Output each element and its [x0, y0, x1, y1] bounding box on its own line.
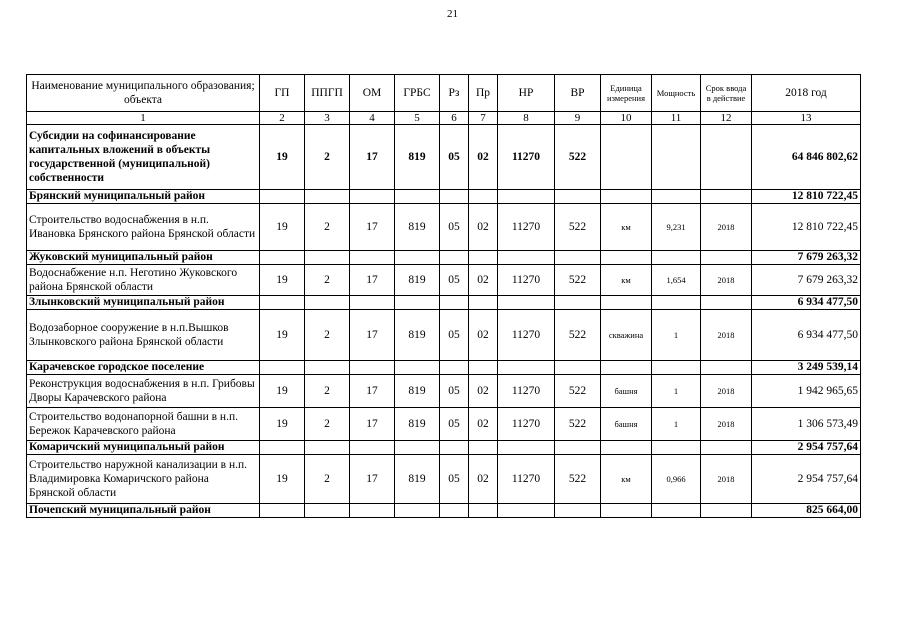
cell-nr: 11270 — [498, 375, 555, 408]
cell-unit: башня — [601, 375, 652, 408]
cell-om: 17 — [350, 310, 395, 361]
cell-ppgp: 2 — [305, 375, 350, 408]
cell-pr: 02 — [469, 408, 498, 441]
column-number: 5 — [395, 112, 440, 125]
cell-vr: 522 — [555, 375, 601, 408]
object-name: Водоснабжение н.п. Неготино Жуковского района Брянской области — [27, 265, 260, 296]
district-amount: 12 810 722,45 — [752, 190, 861, 204]
column-header: Единица измерения — [601, 75, 652, 112]
column-header: Пр — [469, 75, 498, 112]
cell-om: 17 — [350, 408, 395, 441]
district-name: Почепский муниципальный район — [27, 504, 260, 518]
cell-om: 17 — [350, 375, 395, 408]
district-row — [27, 251, 861, 265]
column-header: ГРБС — [395, 75, 440, 112]
column-number: 3 — [305, 112, 350, 125]
cell-pr: 02 — [469, 125, 498, 190]
cell-pr: 02 — [469, 455, 498, 504]
cell-amount: 1 942 965,65 — [752, 375, 861, 408]
cell-amount: 6 934 477,50 — [752, 310, 861, 361]
cell-om: 17 — [350, 265, 395, 296]
district-name: Комаричский муниципальный район — [27, 441, 260, 455]
cell-capacity: 9,231 — [652, 204, 701, 251]
cell-om: 17 — [350, 204, 395, 251]
object-name: Водозаборное сооружение в н.п.Вышков Злынковского района Брянской области — [27, 310, 260, 361]
cell-gp: 19 — [260, 204, 305, 251]
column-number: 2 — [260, 112, 305, 125]
cell-year: 2018 — [701, 204, 752, 251]
cell-unit: км — [601, 204, 652, 251]
cell-vr: 522 — [555, 204, 601, 251]
cell-unit: км — [601, 265, 652, 296]
district-amount: 7 679 263,32 — [752, 251, 861, 265]
district-amount: 3 249 539,14 — [752, 361, 861, 375]
district-row — [27, 190, 861, 204]
cell-nr: 11270 — [498, 408, 555, 441]
column-number: 13 — [752, 112, 861, 125]
object-row — [27, 375, 861, 408]
cell-ppgp: 2 — [305, 265, 350, 296]
cell-amount: 64 846 802,62 — [752, 125, 861, 190]
cell-pr: 02 — [469, 375, 498, 408]
column-header: ППГП — [305, 75, 350, 112]
cell-nr: 11270 — [498, 125, 555, 190]
column-number: 8 — [498, 112, 555, 125]
row-name: Субсидии на софинансирование капитальных вложений в объекты государственной (муниципальной) собственности — [27, 125, 260, 190]
column-header: Срок ввода в действие — [701, 75, 752, 112]
district-amount: 825 664,00 — [752, 504, 861, 518]
cell-year: 2018 — [701, 408, 752, 441]
column-number: 6 — [440, 112, 469, 125]
cell-ppgp: 2 — [305, 204, 350, 251]
cell-year: 2018 — [701, 310, 752, 361]
cell-ppgp: 2 — [305, 125, 350, 190]
cell-grbs: 819 — [395, 265, 440, 296]
cell-gp: 19 — [260, 310, 305, 361]
column-number: 11 — [652, 112, 701, 125]
cell-gp: 19 — [260, 408, 305, 441]
column-header: Рз — [440, 75, 469, 112]
column-header: ОМ — [350, 75, 395, 112]
cell-grbs: 819 — [395, 408, 440, 441]
column-header: НР — [498, 75, 555, 112]
cell-rz: 05 — [440, 125, 469, 190]
object-name: Строительство водонапорной башни в н.п. Бережок Карачевского района — [27, 408, 260, 441]
subsidy-summary-row — [27, 125, 861, 190]
column-number: 1 — [27, 112, 260, 125]
cell-ppgp: 2 — [305, 455, 350, 504]
column-header: ВР — [555, 75, 601, 112]
cell-capacity: 1 — [652, 310, 701, 361]
cell-year: 2018 — [701, 455, 752, 504]
cell-vr: 522 — [555, 125, 601, 190]
column-number: 4 — [350, 112, 395, 125]
cell-gp: 19 — [260, 375, 305, 408]
cell-capacity: 1 — [652, 375, 701, 408]
cell-unit: башня — [601, 408, 652, 441]
page-number: 21 — [447, 8, 458, 20]
cell-year — [701, 125, 752, 190]
district-name: Злынковский муниципальный район — [27, 296, 260, 310]
cell-amount: 12 810 722,45 — [752, 204, 861, 251]
object-row — [27, 408, 861, 441]
cell-unit: км — [601, 455, 652, 504]
cell-ppgp: 2 — [305, 408, 350, 441]
district-row — [27, 441, 861, 455]
cell-nr: 11270 — [498, 310, 555, 361]
cell-nr: 11270 — [498, 204, 555, 251]
column-number-row — [27, 112, 861, 125]
cell-grbs: 819 — [395, 310, 440, 361]
object-name: Строительство наружной канализации в н.п. Владимировка Комаричского района Брянской области — [27, 455, 260, 504]
column-header: 2018 год — [752, 75, 861, 112]
district-row — [27, 504, 861, 518]
object-row — [27, 265, 861, 296]
column-header: ГП — [260, 75, 305, 112]
cell-capacity: 0,966 — [652, 455, 701, 504]
cell-vr: 522 — [555, 455, 601, 504]
district-name: Жуковский муниципальный район — [27, 251, 260, 265]
cell-unit: скважина — [601, 310, 652, 361]
cell-capacity: 1,654 — [652, 265, 701, 296]
cell-rz: 05 — [440, 455, 469, 504]
district-name: Карачевское городское поселение — [27, 361, 260, 375]
cell-amount: 1 306 573,49 — [752, 408, 861, 441]
cell-capacity — [652, 125, 701, 190]
cell-pr: 02 — [469, 265, 498, 296]
budget-table — [26, 74, 861, 518]
column-header: Мощность — [652, 75, 701, 112]
cell-pr: 02 — [469, 204, 498, 251]
cell-rz: 05 — [440, 204, 469, 251]
district-name: Брянский муниципальный район — [27, 190, 260, 204]
object-name: Реконструкция водоснабжения в н.п. Грибовы Дворы Карачевского района — [27, 375, 260, 408]
cell-year: 2018 — [701, 375, 752, 408]
cell-rz: 05 — [440, 375, 469, 408]
cell-unit — [601, 125, 652, 190]
cell-amount: 2 954 757,64 — [752, 455, 861, 504]
column-number: 7 — [469, 112, 498, 125]
district-row — [27, 361, 861, 375]
district-row — [27, 296, 861, 310]
cell-grbs: 819 — [395, 204, 440, 251]
column-number: 12 — [701, 112, 752, 125]
cell-vr: 522 — [555, 408, 601, 441]
cell-rz: 05 — [440, 310, 469, 361]
cell-nr: 11270 — [498, 455, 555, 504]
cell-pr: 02 — [469, 310, 498, 361]
cell-grbs: 819 — [395, 125, 440, 190]
cell-gp: 19 — [260, 455, 305, 504]
object-row — [27, 455, 861, 504]
cell-om: 17 — [350, 455, 395, 504]
cell-grbs: 819 — [395, 375, 440, 408]
cell-vr: 522 — [555, 310, 601, 361]
object-row — [27, 310, 861, 361]
district-amount: 6 934 477,50 — [752, 296, 861, 310]
cell-grbs: 819 — [395, 455, 440, 504]
cell-nr: 11270 — [498, 265, 555, 296]
column-number: 10 — [601, 112, 652, 125]
object-row — [27, 204, 861, 251]
cell-gp: 19 — [260, 125, 305, 190]
cell-om: 17 — [350, 125, 395, 190]
district-amount: 2 954 757,64 — [752, 441, 861, 455]
table-header-row — [27, 75, 861, 112]
object-name: Строительство водоснабжения в н.п. Ивановка Брянского района Брянской области — [27, 204, 260, 251]
column-number: 9 — [555, 112, 601, 125]
cell-year: 2018 — [701, 265, 752, 296]
cell-capacity: 1 — [652, 408, 701, 441]
cell-rz: 05 — [440, 265, 469, 296]
cell-rz: 05 — [440, 408, 469, 441]
cell-amount: 7 679 263,32 — [752, 265, 861, 296]
cell-gp: 19 — [260, 265, 305, 296]
cell-ppgp: 2 — [305, 310, 350, 361]
column-header: Наименование муниципального образования; объекта — [27, 75, 260, 112]
cell-vr: 522 — [555, 265, 601, 296]
